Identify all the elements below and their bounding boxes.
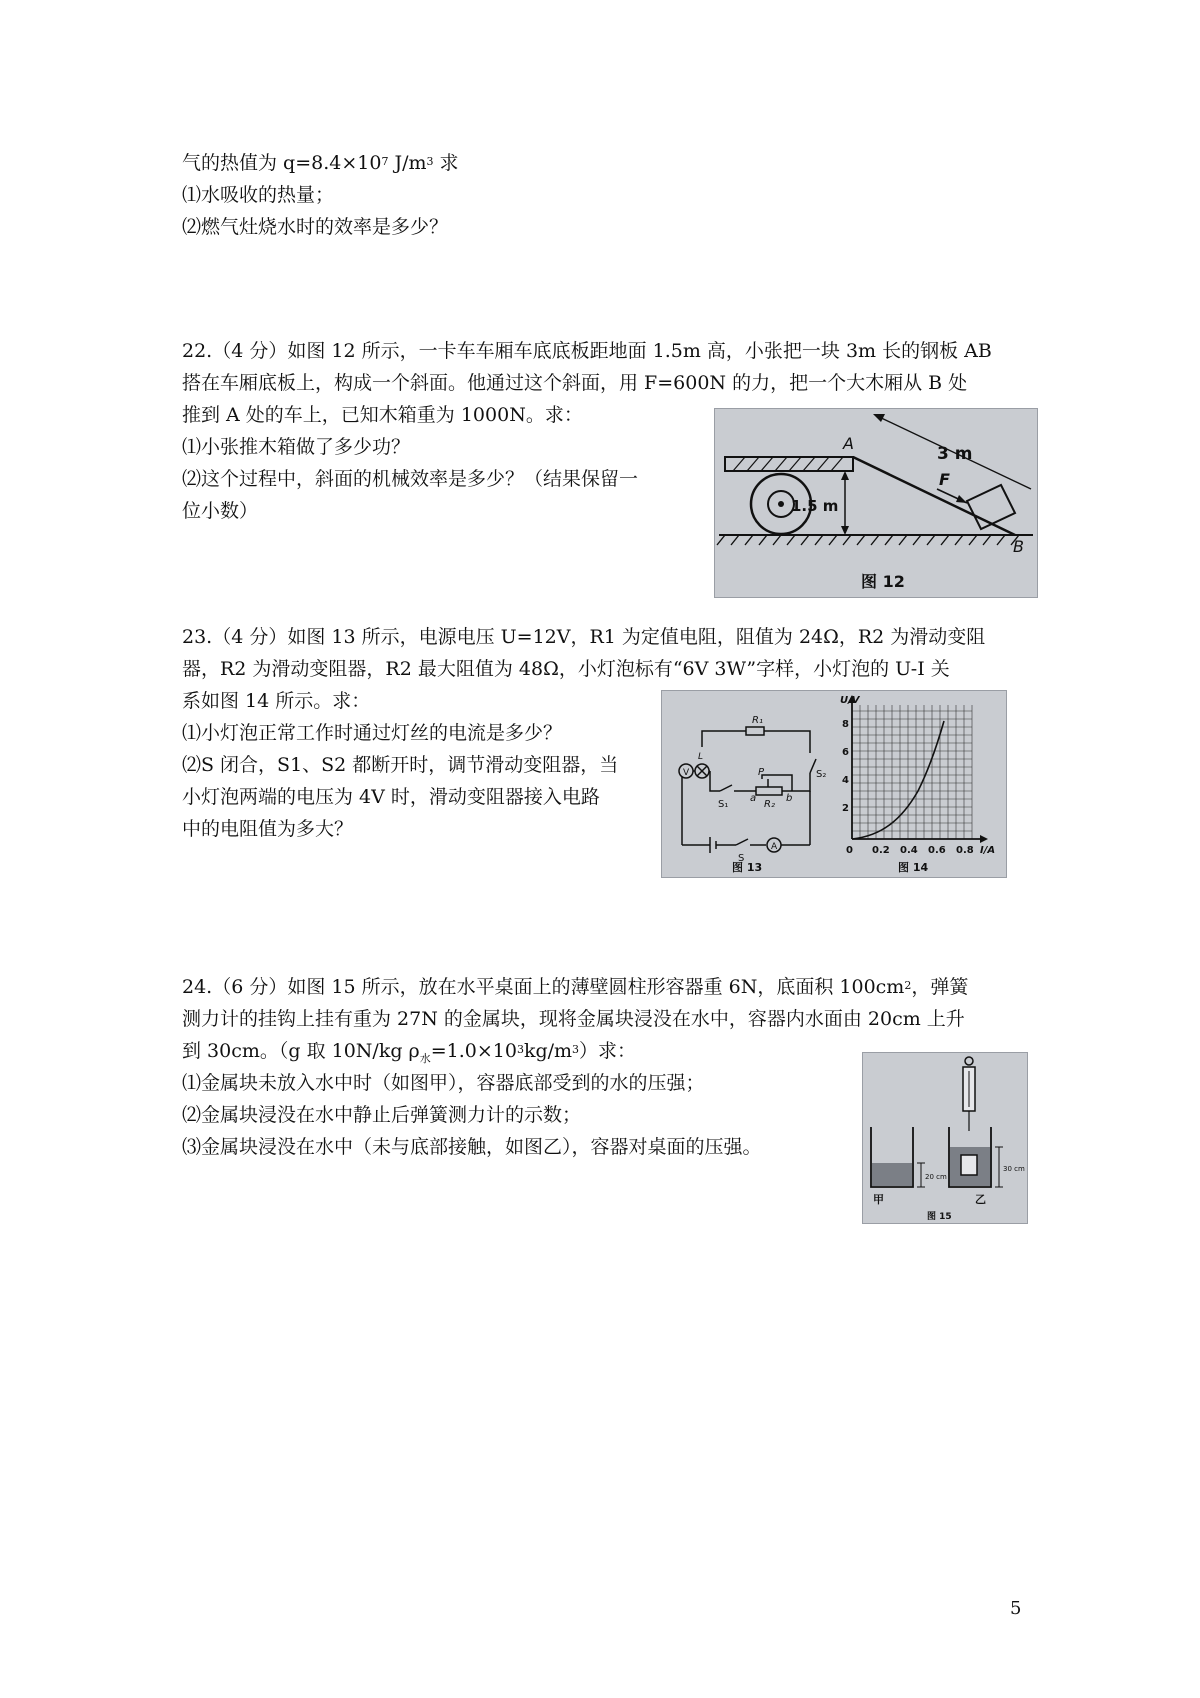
- intro-line-1: 气的热值为 $q=8.4\times 10^7$ $J/m^3$ 求: [182, 152, 459, 174]
- q23-line-1: 23.（4 分）如图 13 所示，电源电压 U=12V，R1 为定值电阻，阻值为 24Ω，R2 为滑动变阻: [182, 626, 986, 648]
- fig15-label-yi: 乙: [975, 1193, 986, 1206]
- fig13-label-L: L: [698, 752, 704, 762]
- fig14-y-tick-8: 8: [842, 719, 849, 730]
- q23-line-6: 小灯泡两端的电压为 4V 时，滑动变阻器接入电路: [182, 786, 600, 808]
- fig13-label-P: P: [758, 767, 765, 778]
- q24-line-4: ⑴金属块未放入水中时（如图甲），容器底部受到的水的压强；: [182, 1072, 705, 1094]
- fig12-label-F: F: [939, 470, 950, 489]
- fig13-label-S2: S₂: [816, 769, 827, 780]
- q23-line-7: 中的电阻值为多大？: [182, 818, 354, 840]
- intro-line-2: ⑴水吸收的热量；: [182, 184, 335, 206]
- q23-line-4: ⑴小灯泡正常工作时通过灯丝的电流是多少？: [182, 722, 563, 744]
- fig14-grid: [852, 705, 972, 839]
- fig14-x-tick-0-6: 0.6: [928, 845, 946, 856]
- q24-line-6: ⑶金属块浸没在水中（未与底部接触，如图乙），容器对桌面的压强。: [182, 1136, 762, 1158]
- q24-line-3: 到 30cm。（g 取 10N/kg $\rho_水=1.0\times 10^3kg/m^3$）求：: [182, 1040, 637, 1065]
- fig13-label-S: S: [738, 853, 745, 864]
- q24-line-2: 测力计的挂钩上挂有重为 27N 的金属块，现将金属块浸没在水中，容器内水面由 20cm 上升: [182, 1008, 965, 1030]
- fig15-label-20cm: 20 cm: [925, 1173, 947, 1181]
- fig13-label-S1: S₁: [718, 799, 729, 810]
- q22-line-5: ⑵这个过程中，斜面的机械效率是多少？（结果保留一: [182, 468, 639, 490]
- fig12-caption: 图 12: [861, 572, 905, 591]
- q22-line-1: 22.（4 分）如图 12 所示，一卡车车厢车底底板距地面 1.5m 高，小张把一块 3m 长的钢板 AB: [182, 340, 992, 362]
- fig13-label-b: b: [786, 793, 793, 804]
- q22-line-2: 搭在车厢底板上，构成一个斜面。他通过这个斜面，用 F=600N 的力，把一个大木厢从 B 处: [182, 372, 968, 394]
- fig14-x-tick-0-2: 0.2: [872, 845, 890, 856]
- q24-line-5: ⑵金属块浸没在水中静止后弹簧测力计的示数；: [182, 1104, 582, 1126]
- q23-line-2: 器，R2 为滑动变阻器，R2 最大阻值为 48Ω，小灯泡标有“6V 3W”字样，小灯泡的 U-I 关: [182, 658, 950, 680]
- q23-line-5: ⑵S 闭合，S1、S2 都断开时，调节滑动变阻器，当: [182, 754, 619, 776]
- fig13-label-R2: R₂: [764, 799, 775, 810]
- q22-line-6: 位小数）: [182, 500, 259, 522]
- fig13-caption: 图 13: [732, 861, 763, 874]
- fig13-label-R1: R₁: [752, 715, 763, 726]
- figure-15: [862, 1052, 1028, 1224]
- fig12-label-B: B: [1013, 537, 1024, 556]
- fig14-x-tick-0: 0: [846, 845, 853, 856]
- fig12-label-height: 1.5 m: [791, 497, 839, 515]
- fig14-y-tick-6: 6: [842, 747, 849, 758]
- fig14-x-tick-0-4: 0.4: [900, 845, 918, 856]
- fig13-label-A: A: [771, 842, 778, 852]
- fig14-y-axis-label: U/V: [840, 695, 860, 706]
- fig13-label-a: a: [750, 793, 757, 804]
- fig15-label-jia: 甲: [873, 1193, 884, 1206]
- fig12-label-length: 3 m: [937, 444, 973, 464]
- fig14-x-tick-0-8: 0.8: [956, 845, 974, 856]
- fig12-label-A: A: [843, 434, 854, 453]
- fig14-caption: 图 14: [898, 861, 929, 874]
- fig14-x-axis-label: I/A: [980, 845, 996, 856]
- q24-line-1: 24.（6 分）如图 15 所示，放在水平桌面上的薄壁圆柱形容器重 6N，底面积 $100cm^2$，弹簧: [182, 976, 969, 998]
- q22-line-4: ⑴小张推木箱做了多少功？: [182, 436, 411, 458]
- fig14-y-tick-4: 4: [842, 775, 849, 786]
- q22-line-3: 推到 A 处的车上，已知木箱重为 1000N。求：: [182, 404, 583, 426]
- fig15-caption: 图 15: [927, 1212, 952, 1222]
- page-number: 5: [1010, 1598, 1022, 1619]
- fig14-y-tick-2: 2: [842, 803, 849, 814]
- figure-13-14: [661, 690, 1007, 878]
- intro-line-3: ⑵燃气灶烧水时的效率是多少？: [182, 216, 449, 238]
- q23-line-3: 系如图 14 所示。求：: [182, 690, 371, 712]
- figure-12: [714, 408, 1038, 598]
- fig15-label-30cm: 30 cm: [1003, 1165, 1025, 1173]
- fig13-label-V: V: [683, 768, 690, 778]
